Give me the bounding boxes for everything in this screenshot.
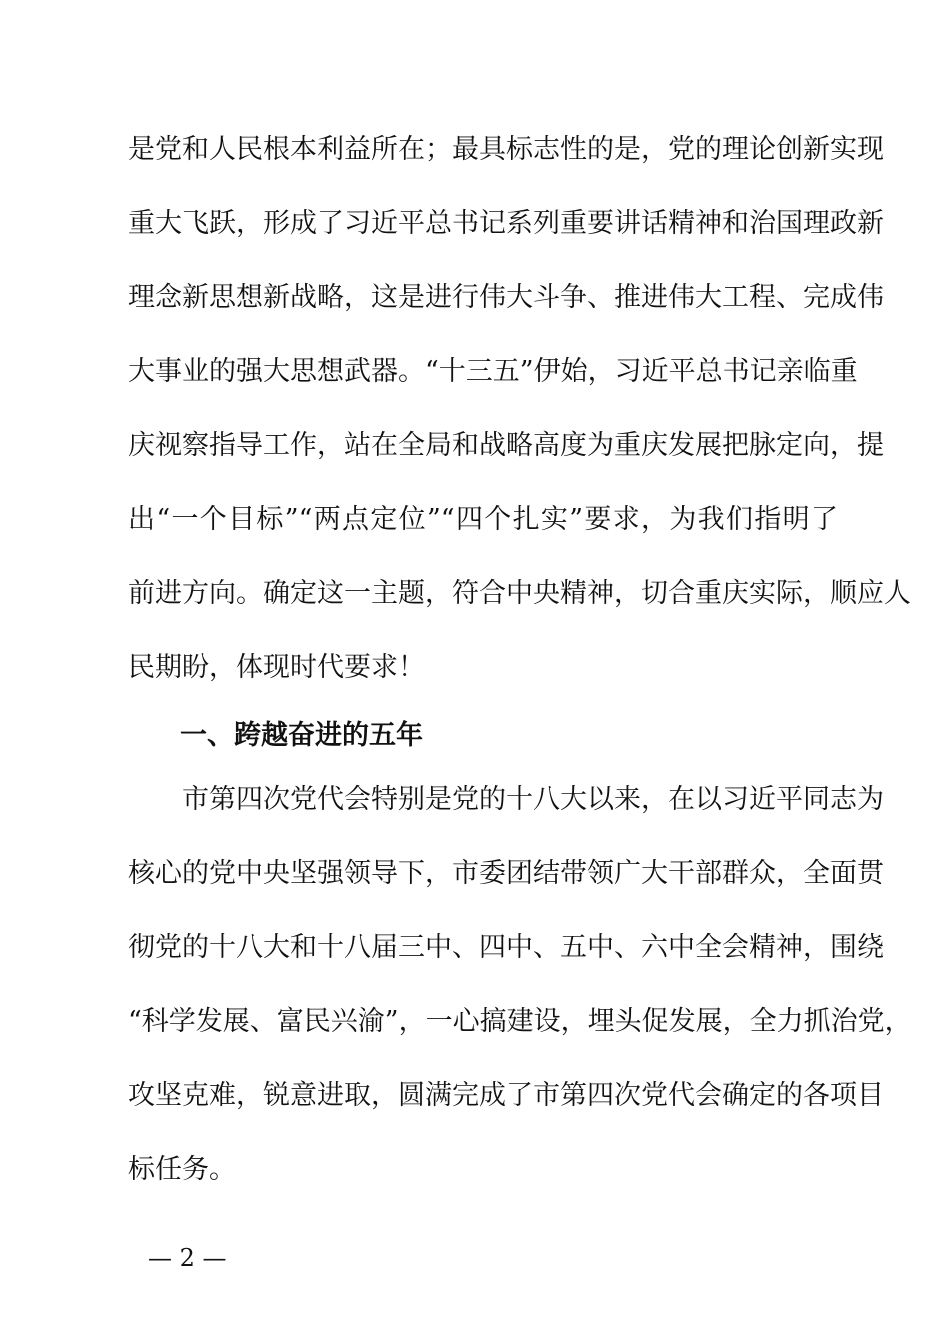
paragraph-line: 攻坚克难，锐意进取，圆满完成了市第四次党代会确定的各项目 [128, 1080, 884, 1111]
paragraph-line: 庆视察指导工作，站在全局和战略高度为重庆发展把脉定向，提 [128, 430, 884, 461]
paragraph-line: 彻党的十八大和十八届三中、四中、五中、六中全会精神，围绕 [128, 932, 884, 963]
section-heading: 一、跨越奋进的五年 [180, 720, 423, 751]
paragraph-line: 理念新思想新战略，这是进行伟大斗争、推进伟大工程、完成伟 [128, 282, 884, 313]
page-number: — 2 — [148, 1244, 227, 1272]
paragraph-line: 出“一个目标”“两点定位”“四个扎实”要求，为我们指明了 [128, 504, 838, 535]
paragraph-line: 大事业的强大思想武器。“十三五”伊始，习近平总书记亲临重 [128, 356, 858, 387]
paragraph-line: 市第四次党代会特别是党的十八大以来，在以习近平同志为 [128, 784, 884, 815]
paragraph-line: 前进方向。确定这一主题，符合中央精神，切合重庆实际，顺应人 [128, 578, 911, 609]
paragraph-line: 是党和人民根本利益所在；最具标志性的是，党的理论创新实现 [128, 134, 884, 165]
paragraph-line: 标任务。 [128, 1154, 236, 1185]
paragraph-line: “科学发展、富民兴渝”，一心搞建设，埋头促发展，全力抓治党， [128, 1006, 912, 1037]
paragraph-line: 核心的党中央坚强领导下，市委团结带领广大干部群众，全面贯 [128, 858, 884, 889]
paragraph-line: 民期盼，体现时代要求！ [128, 652, 425, 683]
paragraph-line: 重大飞跃，形成了习近平总书记系列重要讲话精神和治国理政新 [128, 208, 884, 239]
